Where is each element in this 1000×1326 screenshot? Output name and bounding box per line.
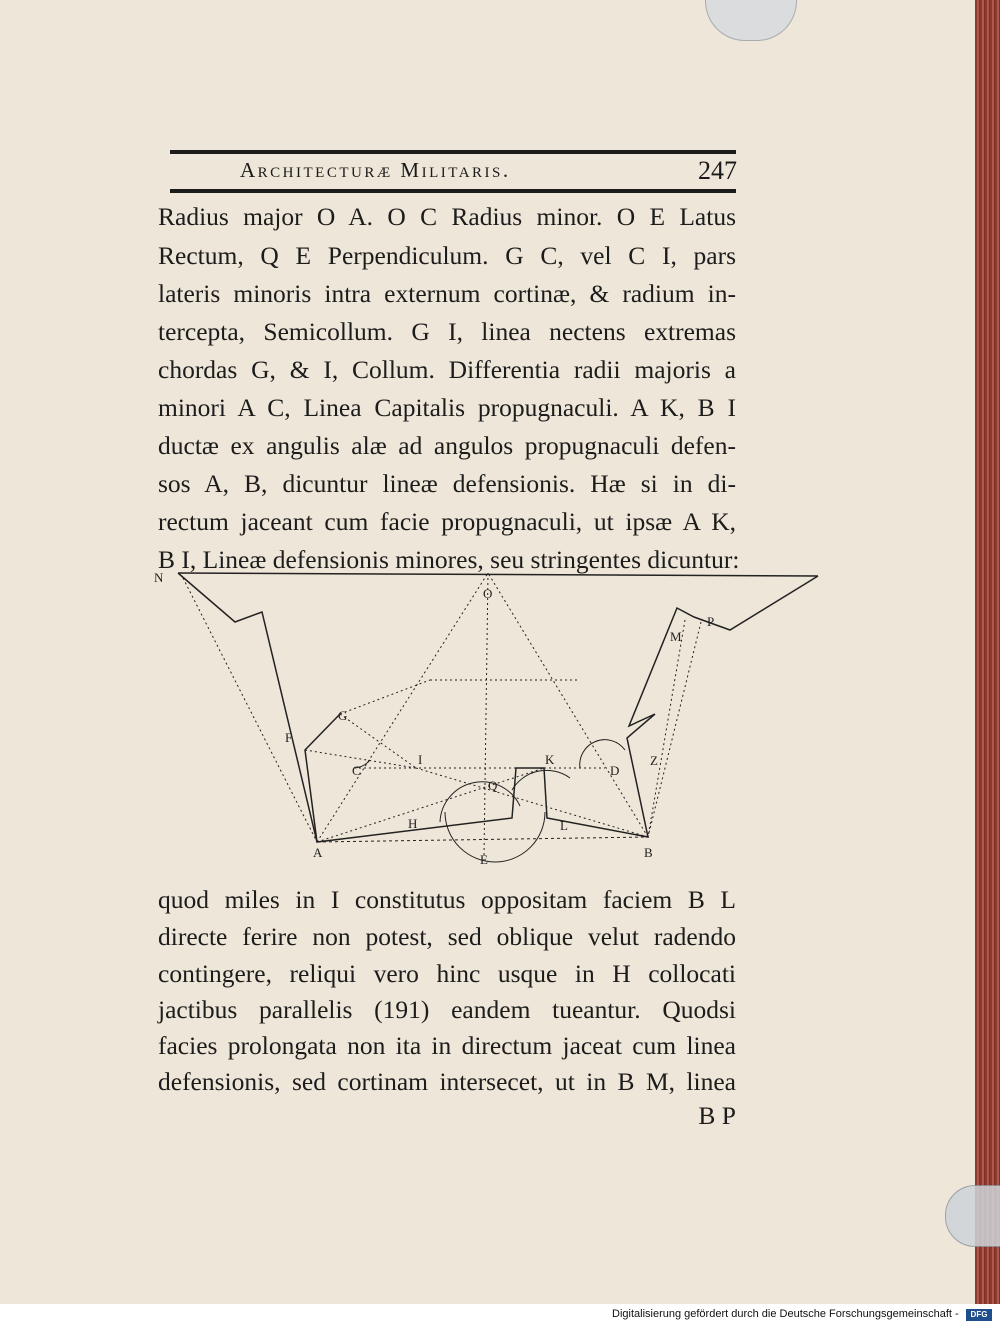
arc-right [512, 770, 570, 790]
text-line: quod miles in I constitutus oppositam faciem B L [158, 885, 736, 914]
text-line: chordas G, & I, Collum. Differentia radii majoris a [158, 355, 736, 384]
text-line: Radius major O A. O C Radius minor. O E Latus [158, 202, 736, 231]
label-o: O [483, 586, 493, 601]
text-line: contingere, reliqui vero hinc usque in H collocati [158, 959, 736, 988]
guide-right-bp [648, 622, 701, 837]
text-line: ductæ ex angulis alæ ad angulos propugnaculi defen- [158, 431, 736, 460]
fortification-diagram [140, 560, 830, 872]
page-edges [975, 0, 1000, 1304]
guide-left [183, 578, 317, 842]
label-d: D [610, 763, 620, 778]
text-line: directe ferire non potest, sed oblique velut radendo [158, 922, 736, 951]
guide-right-bm [648, 620, 685, 837]
text-line: rectum jaceant cum facie propugnaculi, ut ipsæ A K, [158, 507, 736, 536]
text-line: defensionis, sed cortinam intersecet, ut in B M, linea [158, 1067, 736, 1096]
label-i: I [418, 752, 423, 767]
label-z: Z [650, 753, 658, 768]
header-rule-bottom [170, 189, 736, 193]
label-m: M [670, 629, 682, 644]
running-title: Architecturæ Militaris. [240, 158, 511, 182]
base-line [317, 837, 648, 842]
text-line: lateris minoris intra externum cortinæ, & radium in- [158, 279, 736, 308]
label-q: Q [488, 778, 498, 793]
text-line: sos A, B, dicuntur lineæ defensionis. Hæ si in di- [158, 469, 736, 498]
label-p: P [707, 614, 715, 629]
label-h: H [408, 816, 418, 831]
label-g: G [338, 708, 348, 723]
label-n: N [154, 570, 164, 585]
page-clip-right [945, 1185, 1000, 1247]
defense-line-bi [416, 768, 648, 837]
bastion-left-face [305, 714, 340, 842]
label-e: E [480, 852, 488, 867]
defense-line-ak [317, 768, 544, 842]
dfg-logo: DFG [966, 1309, 992, 1321]
label-f: F [285, 730, 293, 745]
bastion-outline [178, 573, 818, 842]
text-line: facies prolongata non ita in directum jaceat cum linea [158, 1031, 736, 1060]
digitization-credit: Digitalisierung gefördert durch die Deutsche Forschungsgemeinschaft - [612, 1308, 959, 1320]
guide-g [340, 680, 430, 714]
label-l: L [560, 818, 568, 833]
collum-gi [340, 714, 416, 768]
text-line: Rectum, Q E Perpendiculum. G C, vel C I, pars [158, 241, 736, 270]
perpendicular-oe [484, 573, 488, 856]
header-rule-top [170, 150, 736, 154]
text-line: jactibus parallelis (191) eandem tueantur. Quodsi [158, 995, 736, 1024]
label-c: C [352, 763, 361, 778]
arc-left [440, 782, 520, 822]
catchword: B P [698, 1101, 736, 1130]
page-number: 247 [698, 156, 737, 185]
radius-ob [488, 573, 648, 837]
label-b: B [644, 845, 653, 860]
label-k: K [545, 752, 555, 767]
top-line [178, 573, 818, 576]
label-a: A [313, 845, 323, 860]
text-line: tercepta, Semicollum. G I, linea nectens extremas [158, 317, 736, 346]
text-line: B I, Lineæ defensionis minores, seu stringentes dicuntur: [158, 545, 740, 574]
text-line: minori A C, Linea Capitalis propugnaculi. A K, B I [158, 393, 736, 422]
